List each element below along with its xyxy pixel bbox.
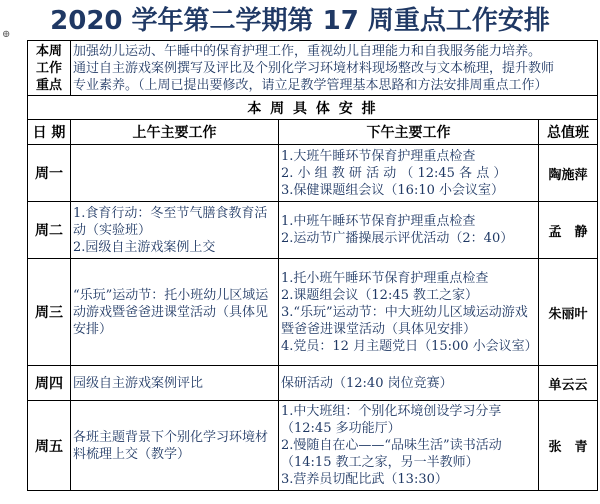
duty-cell: 朱丽叶 (539, 259, 598, 366)
afternoon-cell (279, 259, 539, 366)
task-item: 1.食育行动：冬至节气膳食教育活动（实验班） (73, 205, 268, 238)
task-item: “乐玩”运动节：托小班幼儿区域运动游戏暨爸爸进课堂活动（具体见安排） (73, 287, 269, 337)
task-item: 3.营养员切配比武（13:30） (281, 472, 448, 487)
task-item: 2. 小 组 教 研 活 动 （ 12:45 各 点 ） (281, 165, 507, 181)
task-item: 3.“乐玩”运动节：中大班幼儿区域运动游戏暨爸爸进课堂活动（具体见安排） (281, 304, 528, 337)
focus-line: 专业素养。（上周已提出要修改，请立足教学管理基本思路和方法安排周重点工作） (73, 77, 548, 93)
day-cell: 周五 (28, 401, 71, 491)
header-duty: 总值班 (539, 120, 598, 145)
section-title: 本 周 具 体 安 排 (28, 96, 598, 120)
header-date: 日 期 (28, 120, 71, 145)
day-cell: 周四 (28, 366, 71, 401)
afternoon-cell (279, 366, 539, 401)
focus-label (28, 41, 71, 96)
focus-label-line: 重点 (35, 77, 62, 93)
focus-label-line: 本周 (35, 43, 62, 59)
task-item: 各班主题背景下个别化学习环境材料梳理上交（教学） (73, 429, 269, 462)
task-item: 2.运动节广播操展示评优活动（2：40） (281, 231, 514, 246)
duty-cell: 孟 静 (539, 202, 598, 259)
table-row (28, 202, 598, 259)
task-item: 1.托小班午睡环节保育护理重点检查 (281, 270, 489, 286)
day-cell: 周二 (28, 202, 71, 259)
afternoon-cell (279, 401, 539, 491)
schedule-table (27, 40, 598, 491)
task-item: 1.中班午睡环节保育护理重点检查 (281, 214, 476, 229)
morning-cell (71, 401, 279, 491)
header-morning: 上午主要工作 (71, 120, 279, 145)
table-move-handle-icon[interactable]: ⊕ (2, 29, 11, 40)
task-item: 2.课题组会议（12:45 教工之家） (281, 287, 478, 303)
day-cell: 周一 (28, 145, 71, 202)
morning-cell (71, 202, 279, 259)
task-item: 2.慢随自在心——“品味生活”读书活动（14:15 教工之家，另一半教师） (281, 438, 502, 470)
focus-content (71, 41, 598, 96)
focus-row (28, 41, 598, 96)
task-item: 保研活动（12:40 岗位竞赛） (281, 375, 453, 391)
task-item: 1.中大班组：个别化环境创设学习分享（12:45 多功能厅） (281, 404, 502, 436)
morning-cell (71, 366, 279, 401)
afternoon-cell (279, 145, 539, 202)
afternoon-cell (279, 202, 539, 259)
duty-cell: 张 青 (539, 401, 598, 491)
header-afternoon: 下午主要工作 (279, 120, 539, 145)
task-item: 4.党员：12 月主题党日（15:00 小会议室） (281, 338, 538, 354)
table-row (28, 401, 598, 491)
header-row (28, 120, 598, 145)
morning-cell (71, 145, 279, 202)
table-row (28, 366, 598, 401)
table-row (28, 145, 598, 202)
day-cell: 周三 (28, 259, 71, 366)
morning-cell (71, 259, 279, 366)
task-item: 园级自主游戏案例评比 (73, 375, 204, 391)
focus-line: 加强幼儿运动、午睡中的保育护理工作，重视幼儿自理能力和自我服务能力培养。 (73, 43, 542, 59)
focus-label-line: 工作 (35, 60, 62, 76)
duty-cell: 单云云 (539, 366, 598, 401)
task-item: 2.园级自主游戏案例上交 (73, 239, 216, 255)
table-row (28, 259, 598, 366)
duty-cell: 陶施萍 (539, 145, 598, 202)
task-item: 3.保健课题组会议（16:10 小会议室） (281, 182, 504, 198)
page-title: 2020 学年第二学期第 17 周重点工作安排 (50, 6, 550, 36)
focus-line: 通过自主游戏案例撰写及评比及个别化学习环境材料现场整改与文本梳理，提升教师 (73, 60, 555, 76)
task-item: 1.大班午睡环节保育护理重点检查 (281, 148, 476, 164)
